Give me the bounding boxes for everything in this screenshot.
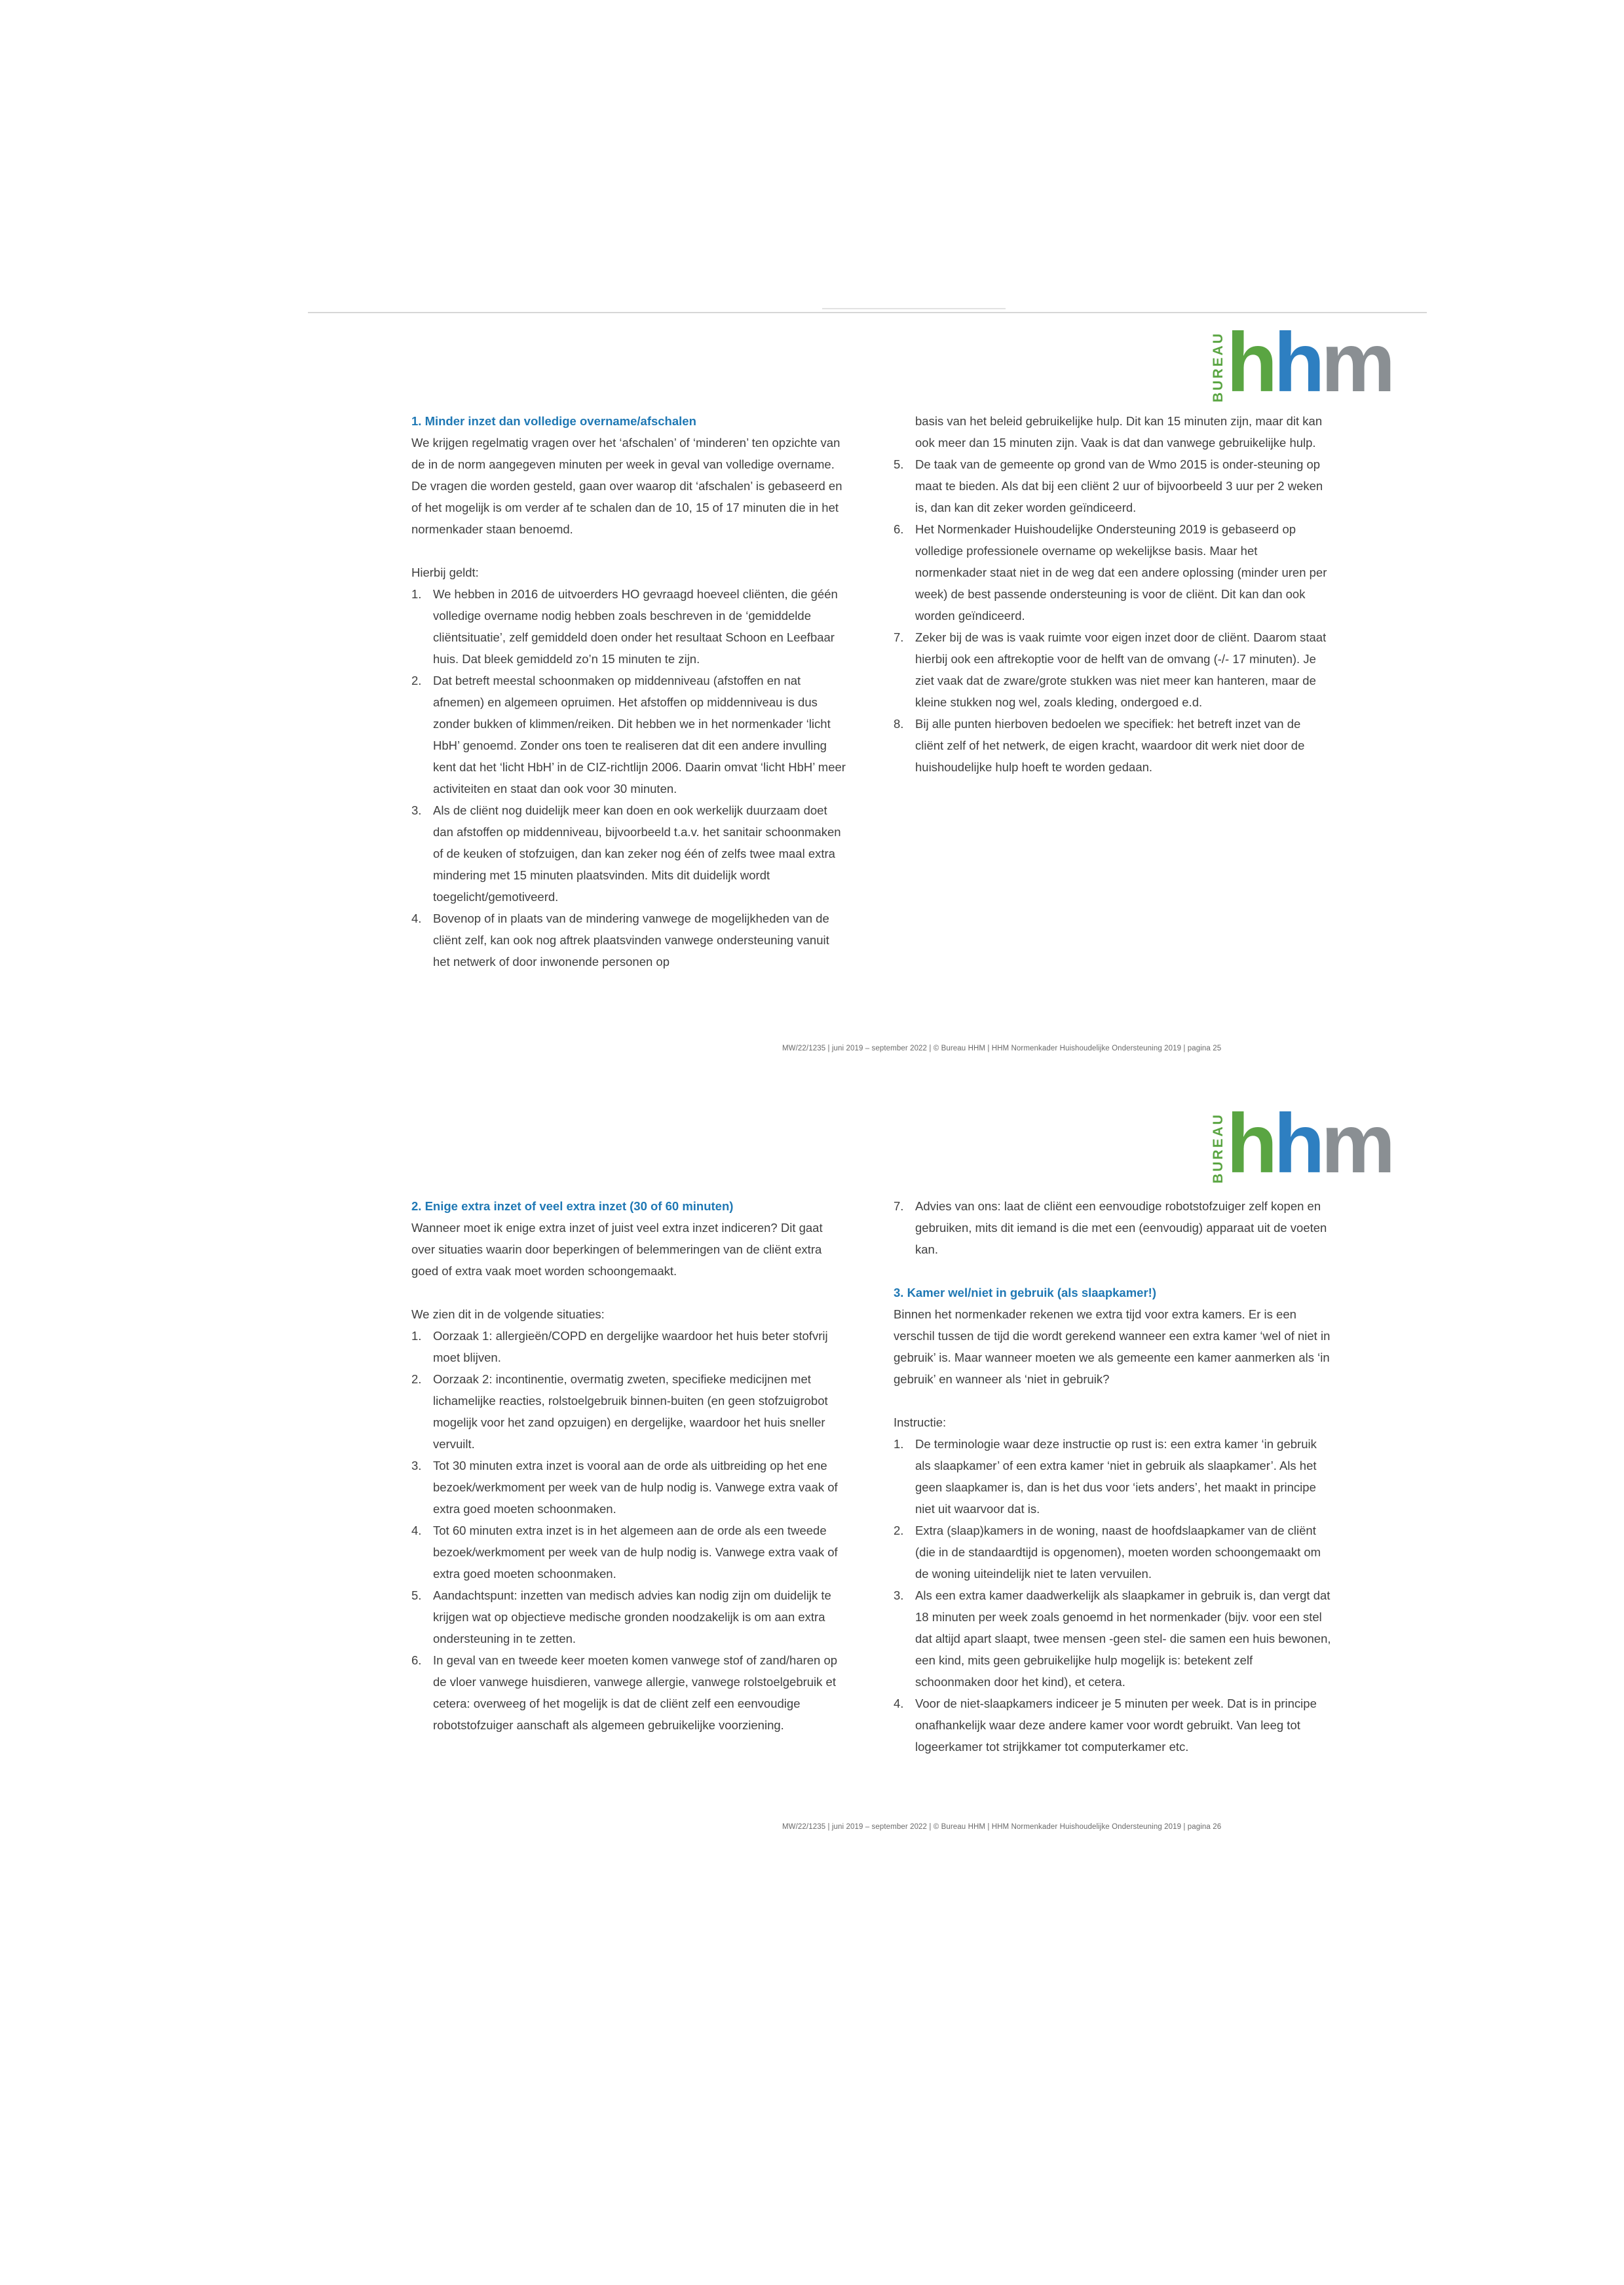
page25-right-column: [894, 410, 1331, 778]
numbered-list: [894, 410, 1331, 778]
list-item: 2. Oorzaak 2: incontinentie, overmatig zweten, specifieke medicijnen met lichamelijke reacties, rolstoelgebruik binnen-buiten (en geen stofzuigrobot mogelijk voor het zand opzuigen) en dergelijke, waardoor het huis sneller vervuilt.: [411, 1372, 828, 1451]
list-item: 2. Extra (slaap)kamers in de woning, naast de hoofdslaapkamer van de cliënt (die in de standaardtijd is opgenomen), moeten worden schoongemaakt om de woning uiteindelijk niet te laten vervuilen.: [894, 1524, 1321, 1581]
list-item: 5. Aandachtspunt: inzetten van medisch advies kan nodig zijn om duidelijk te krijgen wat op objectieve medische gronden noodzakelijk is om aan extra ondersteuning in te zetten.: [411, 1588, 831, 1645]
logo-hhm-mark: hhm: [1226, 1097, 1392, 1191]
logo-bureau-text: BUREAU: [1211, 332, 1226, 402]
list-item: 6. In geval van en tweede keer moeten komen vanwege stof of zand/haren op de vloer vanwege huisdieren, vanwege allergie, vanwege rolstoelgebruik et cetera: overweeg of het mogelijk is dat de cliënt zelf een eenvoudige robotstofzuiger aanschaft als algemeen gebruikelijke voorziening.: [411, 1653, 838, 1732]
list-item: 2. Dat betreft meestal schoonmaken op middenniveau (afstoffen en nat afnemen) en algemeen opruimen. Het afstoffen op middenniveau is dus zonder bukken of klimmen/reiken. Dit hebben we in het normenkader ‘licht HbH’ genoemd. Zonder ons toen te realiseren dat dit een andere invulling kent dat het ‘licht HbH’ in de CIZ-richtlijn 2006. Daarin omvat ‘licht HbH’ meer activiteiten en staat dan ook voor 30 minuten.: [411, 674, 846, 796]
page26-footer: MW/22/1235 | juni 2019 – september 2022 | © Bureau HHM | HHM Normenkader Huishoudelijke Ondersteuning 2019 | pagina 26: [782, 1823, 1222, 1831]
list-item: 3. Als een extra kamer daadwerkelijk als slaapkamer in gebruik is, dan vergt dat 18 minuten per week zoals genoemd in het normenkader (bijv. voor een stel dat altijd apart slaapt, twee mensen -geen stel- die samen een huis bewonen, een kind, mits geen gebruikelijke hulp mogelijk is: betekent zelf schoonmaken door het kind), et cetera.: [894, 1588, 1331, 1689]
list-item: 1. De terminologie waar deze instructie op rust is: een extra kamer ‘in gebruik als slaapkamer’ of een extra kamer ‘niet in gebruik als slaapkamer’. Als het geen slaapkamer is, dan is het dus voor ‘iets anders’, het maakt in principe niet uit waarvoor dat is.: [894, 1437, 1317, 1516]
intro-paragraph: Wanneer moet ik enige extra inzet of juist veel extra inzet indiceren? Dit gaat over situaties waarin door beperkingen of belemmeringen van de cliënt extra goed of extra vaak moet worden schoongemaakt.: [411, 1221, 823, 1278]
list-item: 4. Bovenop of in plaats van de mindering vanwege de mogelijkheden van de cliënt zelf, kan ook nog aftrek plaatsvinden vanwege ondersteuning vanuit het netwerk of door inwonende personen op: [411, 912, 829, 969]
list-item-continuation: basis van het beleid gebruikelijke hulp. Dit kan 15 minuten zijn, maar dit kan ook meer dan 15 minuten zijn. Vaak is dat dan vanwege gebruikelijke hulp.: [915, 414, 1323, 450]
numbered-list: [894, 1433, 1331, 1757]
list-item: 4. Voor de niet-slaapkamers indiceer je 5 minuten per week. Dat is in principe onafhankelijk waar deze andere kamer voor wordt gebruikt. Van leeg tot logeerkamer tot strijkkamer tot computerkamer etc.: [894, 1697, 1317, 1754]
list-item: 7. Advies van ons: laat de cliënt een eenvoudige robotstofzuiger zelf kopen en gebruiken, mits dit iemand is die met een (eenvoudig) apparaat uit de voeten kan.: [894, 1199, 1327, 1256]
bureau-hhm-logo: [1211, 316, 1392, 414]
list-item: 5. De taak van de gemeente op grond van de Wmo 2015 is onder-steuning op maat te bieden. Als dat bij een cliënt 2 uur of bijvoorbeeld 3 uur per 2 weken is, dan kan dit zeker worden geïndiceerd.: [894, 457, 1323, 514]
list-item: 3. Als de cliënt nog duidelijk meer kan doen en ook werkelijk duurzaam doet dan afstoffen op middenniveau, bijvoorbeeld t.a.v. het sanitair schoonmaken of de keuken of stofzuigen, dan kan zeker nog één of zelfs twee maal extra mindering met 15 minuten plaatsvinden. Mits dit duidelijk wordt toegelicht/gemotiveerd.: [411, 803, 841, 904]
list-item: 4. Tot 60 minuten extra inzet is in het algemeen aan de orde als een tweede bezoek/werkmoment per week van de hulp nodig is. Vanwege extra vaak of extra goed moeten schoonmaken.: [411, 1524, 838, 1581]
section-heading: 1. Minder inzet dan volledige overname/afschalen: [411, 414, 696, 428]
list-item: 8. Bij alle punten hierboven bedoelen we specifiek: het betreft inzet van de cliënt zelf of het netwerk, de eigen kracht, waardoor dit werk niet door de huishoudelijke hulp hoeft te worden gedaan.: [894, 717, 1305, 774]
numbered-list: [894, 1195, 1331, 1260]
page26-right-column: [894, 1195, 1331, 1757]
intro-paragraph: We krijgen regelmatig vragen over het ‘afschalen’ of ‘minderen’ ten opzichte van de in de norm aangegeven minuten per week in geval van volledige overname. De vragen die worden gesteld, gaan over waarop dit ‘afschalen’ is gebaseerd en of het mogelijk is om verder af te schalen dan de 10, 15 of 17 minuten die in het normenkader staan benoemd.: [411, 436, 842, 536]
lead-text: Instructie:: [894, 1415, 947, 1429]
top-rule: [308, 312, 1427, 313]
numbered-list: [411, 583, 849, 972]
list-item: 6. Het Normenkader Huishoudelijke Ondersteuning 2019 is gebaseerd op volledige professionele overname op wekelijkse basis. Maar het normenkader staat niet in de weg dat een andere oplossing (minder uren per week) de best passende ondersteuning is voor de cliënt. Dit kan dan ook worden geïndiceerd.: [894, 522, 1327, 623]
section-heading: 3. Kamer wel/niet in gebruik (als slaapkamer!): [894, 1286, 1156, 1299]
logo-hhm-mark: hhm: [1226, 316, 1392, 410]
top-short-rule: [822, 308, 1006, 309]
lead-text: We zien dit in de volgende situaties:: [411, 1307, 605, 1321]
bureau-hhm-logo: [1211, 1097, 1392, 1195]
page26-left-column: [411, 1195, 849, 1736]
logo-bureau-text: BUREAU: [1211, 1113, 1226, 1183]
page25-footer: MW/22/1235 | juni 2019 – september 2022 | © Bureau HHM | HHM Normenkader Huishoudelijke Ondersteuning 2019 | pagina 25: [782, 1045, 1222, 1052]
list-item: 7. Zeker bij de was is vaak ruimte voor eigen inzet door de cliënt. Daarom staat hierbij ook een aftrekoptie voor de helft van de omvang (-/- 17 minuten). Je ziet vaak dat de zware/grote stukken was niet meer kan hanteren, maar de kleine stukken nog wel, zoals kleding, ondergoed e.d.: [894, 630, 1327, 709]
section-heading: 2. Enige extra inzet of veel extra inzet (30 of 60 minuten): [411, 1199, 734, 1213]
page25-left-column: [411, 410, 849, 972]
list-item: 3. Tot 30 minuten extra inzet is vooral aan de orde als uitbreiding op het ene bezoek/werkmoment per week van de hulp nodig is. Vanwege extra vaak of extra goed moeten schoonmaken.: [411, 1459, 838, 1516]
lead-text: Hierbij geldt:: [411, 566, 479, 579]
intro-paragraph: Binnen het normenkader rekenen we extra tijd voor extra kamers. Er is een verschil tussen de tijd die wordt gerekend wanneer een extra kamer ‘wel of niet in gebruik’ is. Maar wanneer moeten we als gemeente een kamer aanmerken als ‘in gebruik’ en wanneer als ‘niet in gebruik?: [894, 1307, 1331, 1386]
numbered-list: [411, 1325, 849, 1736]
list-item: 1. We hebben in 2016 de uitvoerders HO gevraagd hoeveel cliënten, die géén volledige overname nodig hebben zoals beschreven in de ‘gemiddelde cliëntsituatie’, zelf gemiddeld doen onder het resultaat Schoon en Leefbaar huis. Dat bleek gemiddeld zo’n 15 minuten te zijn.: [411, 587, 838, 666]
list-item: 1. Oorzaak 1: allergieën/COPD en dergelijke waardoor het huis beter stofvrij moet blijven.: [411, 1329, 828, 1364]
